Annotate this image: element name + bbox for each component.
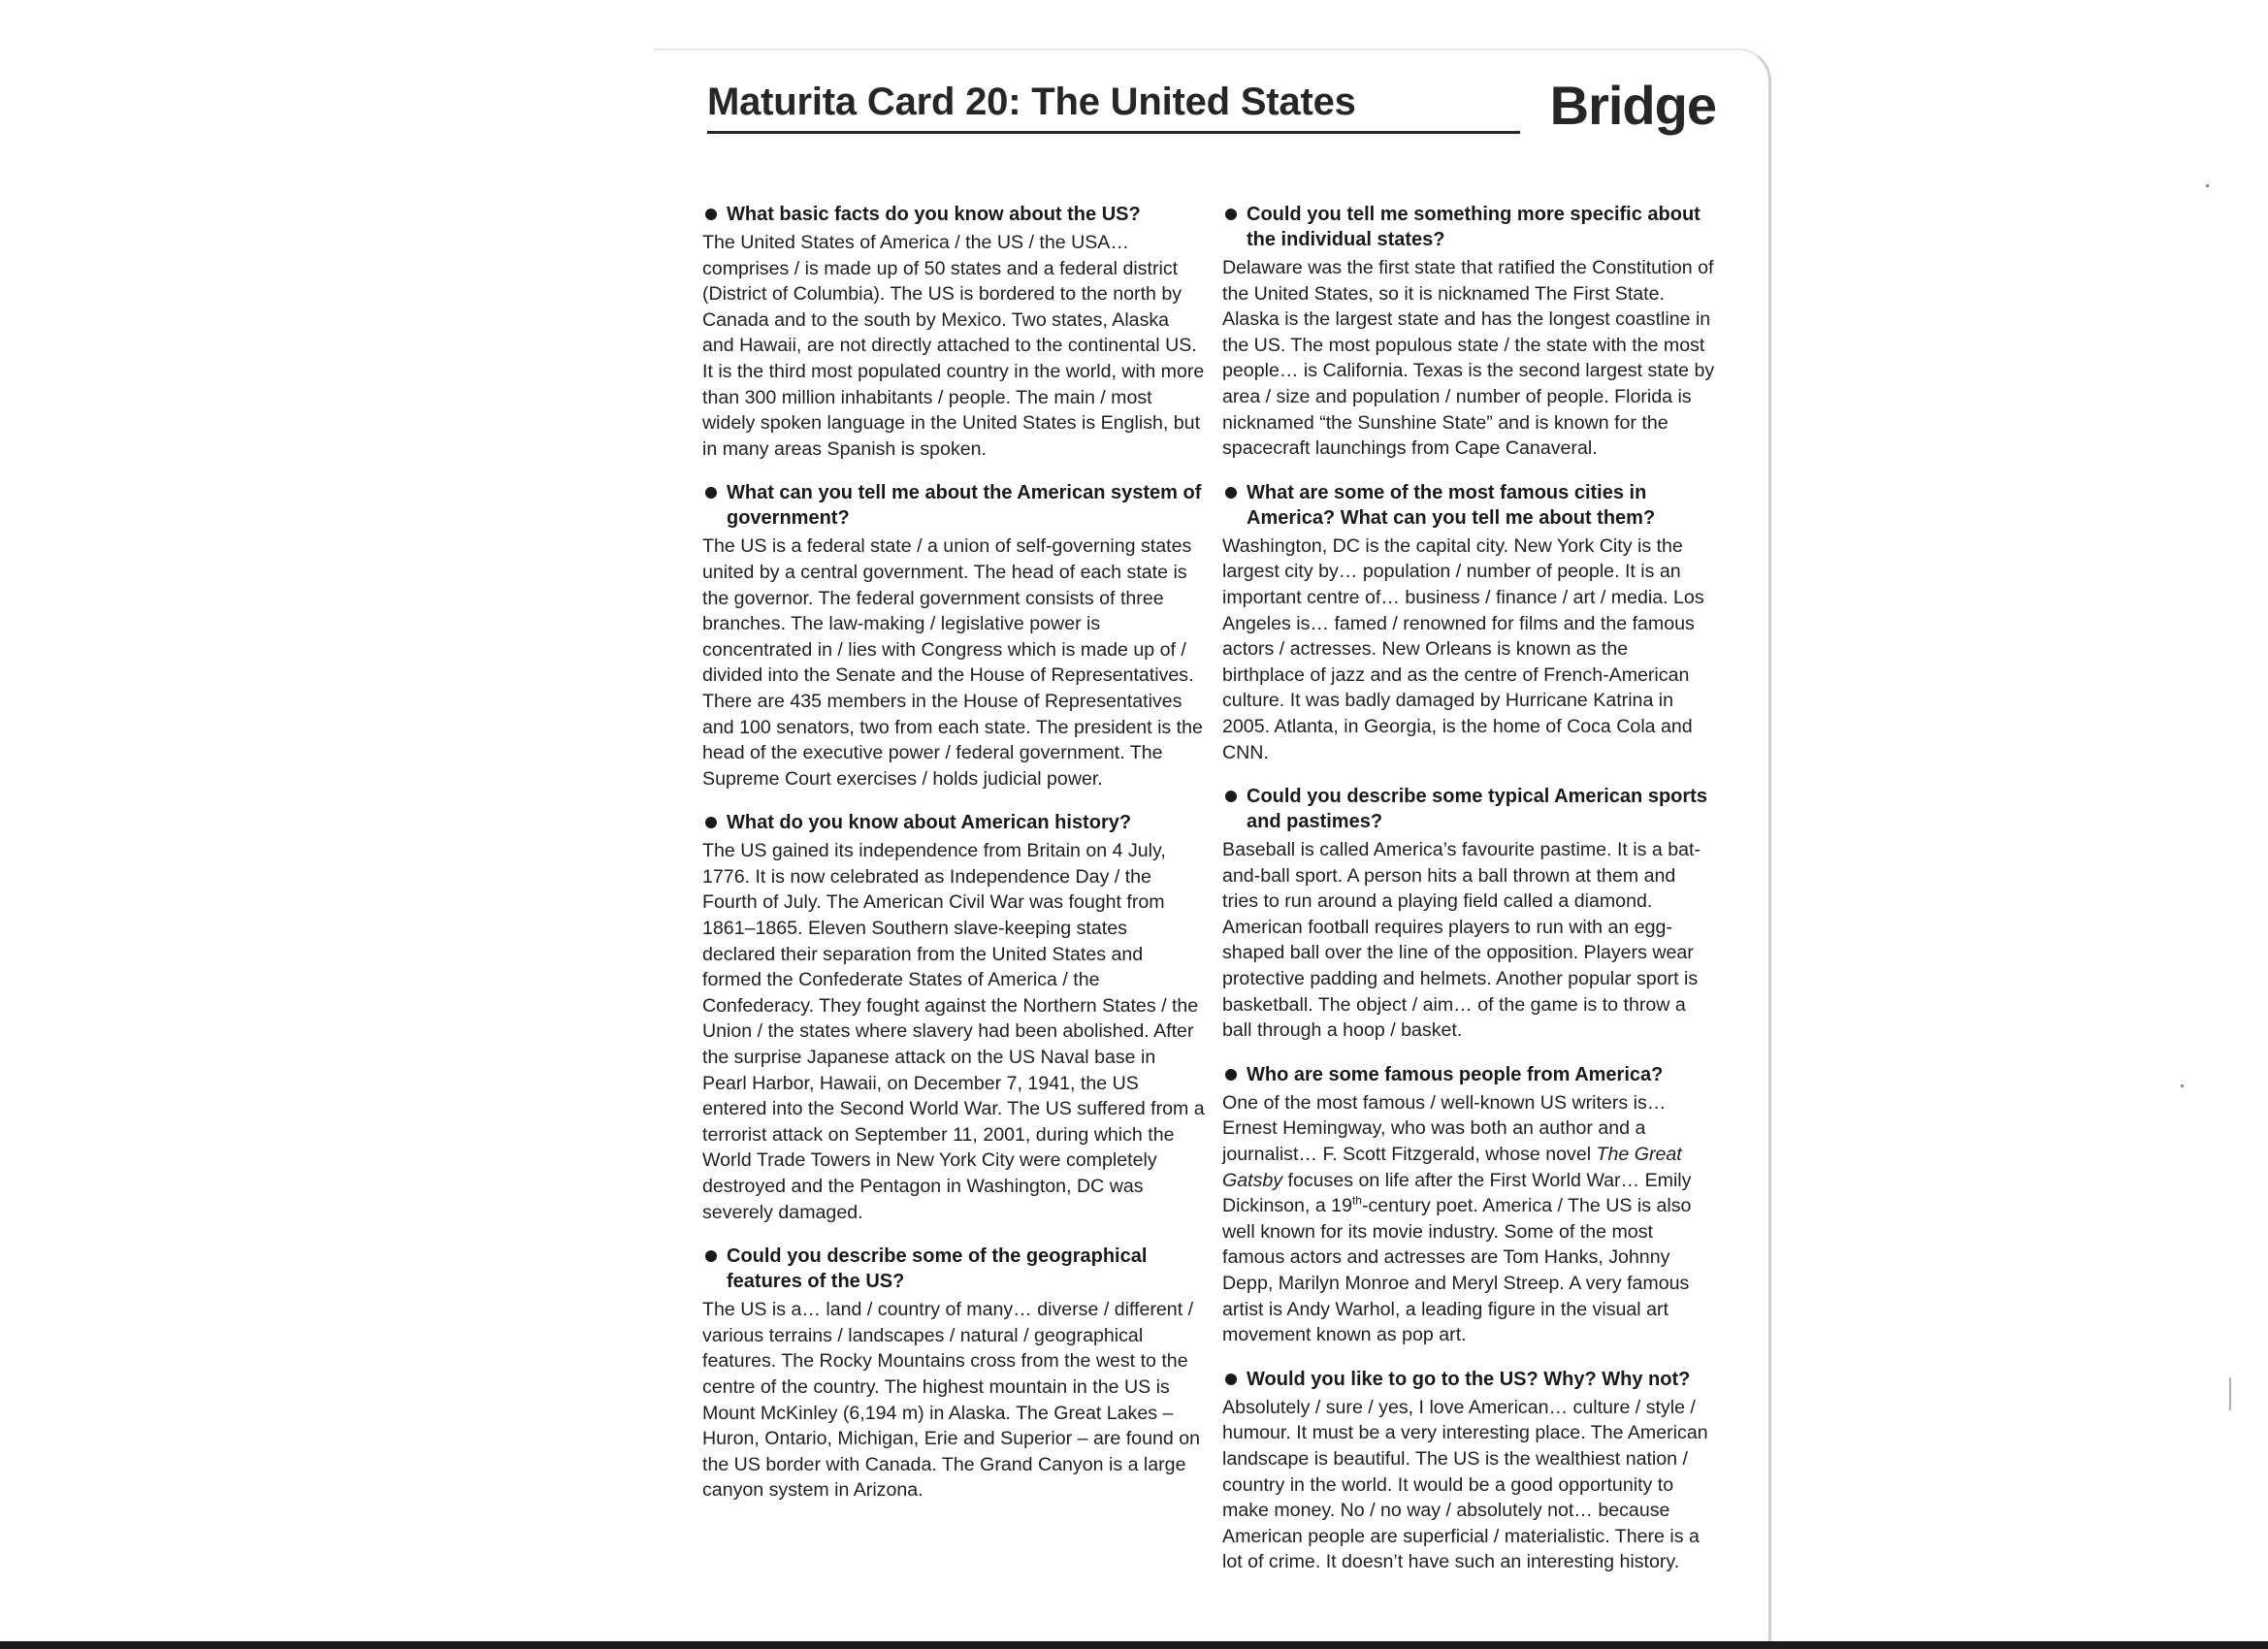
answer-text: The United States of America / the US / the USA… comprises / is made up of 50 states and a federal district (District of Columbia). The US is bordered to the north by Canada and to the south by Mexico. Two states, Alaska and Hawaii, are not directly attached to the continental US. It is the third most populated country in the world, with more than 300 million inhabitants / people. The main / most widely spoken language in the United States is English, but in many areas Spanish is spoken. (702, 232, 1205, 460)
qa-section (702, 1244, 1205, 1504)
question-heading: What basic facts do you know about the US? (702, 202, 1205, 227)
bullet-icon (1225, 209, 1237, 220)
ordinal-suffix: th (1351, 1193, 1362, 1208)
bullet-icon (1225, 1374, 1237, 1385)
brand-logo: Bridge (1549, 75, 1716, 136)
answer-text: One of the most famous / well-known US writers is… Ernest Hemingway, who was both an author and a journalist… F. Scott Fitzgerald, whose novel The Great Gatsby focuses on life after the First World War… Emily Dickinson, a 19th-century poet. America / The US is also well known for its movie industry. Some of the most famous actors and actresses are Tom Hanks, Johnny Depp, Marilyn Monroe and Meryl Streep. A very famous artist is Andy Warhol, a leading figure in the visual art movement known as pop art. (1222, 1091, 1692, 1346)
answer-text: The US is a… land / country of many… diverse / different / various terrains / landscapes / natural / geographical features. The Rocky Mountains cross from the west to the centre of the country. The highest mountain in the US is Mount McKinley (6,194 m) in Alaska. The Great Lakes – Huron, Ontario, Michigan, Erie and Superior – are found on the US border with Canada. The Grand Canyon is a large canyon system in Arizona. (702, 1299, 1200, 1502)
scan-mark (2206, 184, 2209, 187)
maturita-card (654, 48, 1771, 1649)
answer-text: The US gained its independence from Britain on 4 July, 1776. It is now celebrated as Independence Day / the Fourth of July. The American Civil War was fought from 1861–1865. Eleven Southern slave-keeping states declared their separation from the United States and formed the Confederate States of America / the Confederacy. They fought against the Northern States / the Union / the states where slavery had been abolished. After the surprise Japanese attack on the US Naval base in Pearl Harbor, Hawaii, on December 7, 1941, the US entered into the Second World War. The US suffered from a terrorist attack on September 11, 2001, during which the World Trade Towers in New York City were completely destroyed and the Pentagon in Washington, DC was severely damaged. (702, 840, 1205, 1223)
qa-section (1222, 1367, 1715, 1575)
page-title: Maturita Card 20: The United States (707, 81, 1356, 123)
question-heading: Could you describe some typical American sports and pastimes? (1222, 784, 1715, 834)
qa-section (702, 480, 1205, 792)
bullet-icon (1225, 1069, 1237, 1081)
book-title: The Great Gatsby (1222, 1144, 1682, 1191)
scan-mark (2229, 1377, 2231, 1410)
bullet-icon (1225, 487, 1237, 499)
answer-text: Washington, DC is the capital city. New York City is the largest city by… population / number of people. It is an important centre of… business / finance / art / media. Los Angeles is… famed / renowned for films and the famous actors / actresses. New Orleans is known as the birthplace of jazz and as the centre of French-American culture. It was badly damaged by Hurricane Katrina in 2005. Atlanta, in Georgia, is the home of Coca Cola and CNN. (1222, 534, 1704, 763)
qa-section (1222, 480, 1715, 765)
right-column (1222, 202, 1715, 1594)
qa-section (702, 810, 1205, 1225)
question-heading: What do you know about American history? (702, 810, 1205, 835)
question-heading: What are some of the most famous cities in America? What can you tell me about them? (1222, 480, 1715, 531)
scanner-edge (0, 1641, 2268, 1649)
bullet-icon (705, 817, 717, 828)
answer-text: The US is a federal state / a union of self-governing states united by a central government. The head of each state is the governor. The federal government consists of three branches. The law-making / legislative power is concentrated in / lies with Congress which is made up of / divided into the Senate and the House of Representatives. There are 435 members in the House of Representatives and 100 senators, two from each state. The president is the head of the executive power / federal government. The Supreme Court exercises / holds judicial power. (702, 535, 1203, 790)
qa-section (1222, 784, 1715, 1044)
question-heading: Could you describe some of the geographical features of the US? (702, 1244, 1205, 1294)
bullet-icon (705, 209, 717, 220)
question-heading: Would you like to go to the US? Why? Why not? (1222, 1367, 1715, 1392)
question-heading: Who are some famous people from America? (1222, 1062, 1715, 1087)
scan-mark (2181, 1084, 2184, 1087)
qa-section (702, 202, 1205, 462)
card-header (707, 75, 1716, 184)
title-underline (707, 131, 1520, 134)
bullet-icon (1225, 791, 1237, 802)
answer-text: Baseball is called America’s favourite pastime. It is a bat-and-ball sport. A person hits a ball thrown at them and tries to run around a playing field called a diamond. American football requires players to run with an egg-shaped ball over the line of the opposition. Players wear protective padding and helmets. Another popular sport is basketball. The object / aim… of the game is to throw a ball through a hoop / basket. (1222, 839, 1701, 1042)
answer-text: Absolutely / sure / yes, I love American… culture / style / humour. It must be a very interesting place. The American landscape is beautiful. The US is the wealthiest nation / country in the world. It would be a good opportunity to make money. No / no way / absolutely not… because American people are superficial / materialistic. There is a lot of crime. It doesn’t have such an interesting history. (1222, 1396, 1708, 1573)
answer-text: Delaware was the first state that ratified the Constitution of the United States, so it is nicknamed The First State. Alaska is the largest state and has the longest coastline in the US. The most populous state / the state with the most people… is California. Texas is the second largest state by area / size and population / number of people. Florida is nicknamed “the Sunshine State” and is known for the spacecraft launchings from Cape Canaveral. (1222, 257, 1715, 460)
question-heading: Could you tell me something more specific about the individual states? (1222, 202, 1715, 252)
qa-section (1222, 1062, 1715, 1348)
bullet-icon (705, 1250, 717, 1262)
qa-section (1222, 202, 1715, 462)
question-heading: What can you tell me about the American system of government? (702, 480, 1205, 531)
left-column (702, 202, 1205, 1522)
bullet-icon (705, 487, 717, 499)
